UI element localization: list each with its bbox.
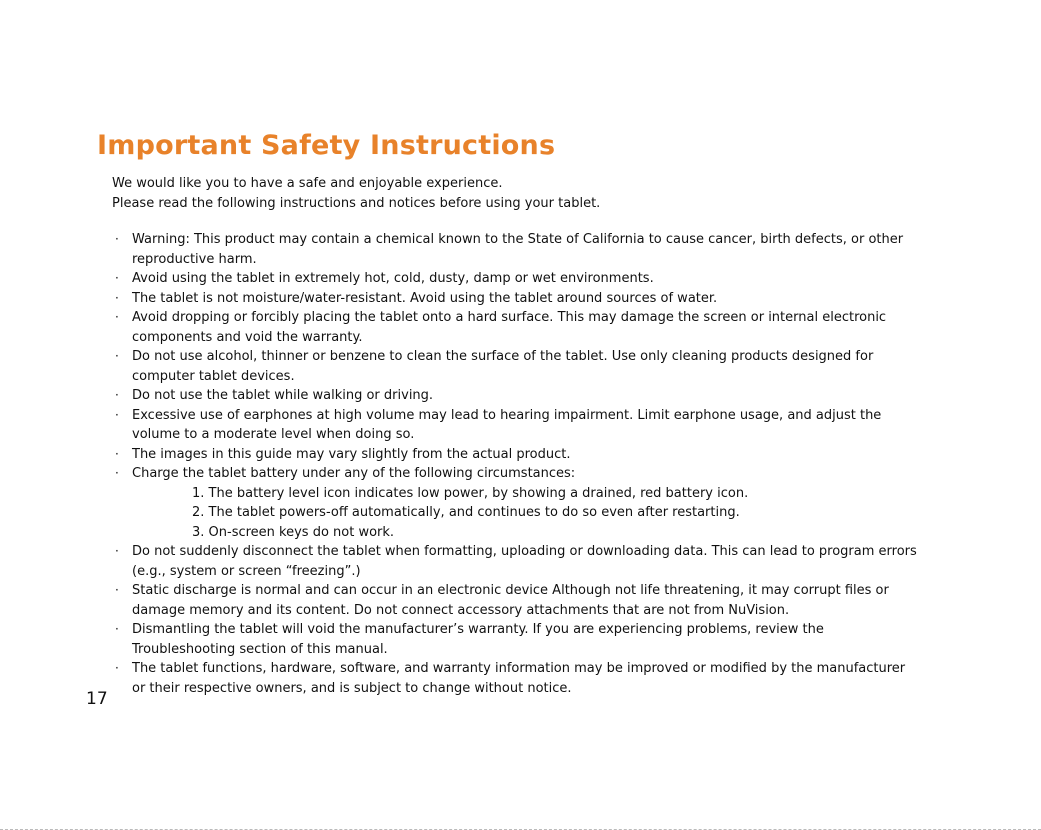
safety-list: [112, 230, 922, 698]
list-item: [112, 620, 922, 659]
list-item-text: The images in this guide may vary slightly from the actual product.: [132, 446, 571, 462]
list-item-text: Excessive use of earphones at high volume may lead to hearing impairment. Limit earphone usage, and adjust the volume to a moderate level when doing so.: [132, 407, 882, 442]
list-item-text: Charge the tablet battery under any of the following circumstances:: [132, 466, 576, 481]
list-item: [112, 289, 922, 309]
bullet-icon: ·: [115, 290, 119, 305]
list-item-text: Avoid dropping or forcibly placing the tablet onto a hard surface. This may damage the screen or internal electronic components and void the warranty.: [132, 310, 887, 345]
list-item-text: Dismantling the tablet will void the manufacturer’s warranty. If you are experiencing problems, review the Troubleshooting section of this manual.: [132, 622, 824, 657]
bullet-icon: ·: [115, 622, 119, 636]
bullet-icon: ·: [115, 349, 119, 363]
list-item: [112, 347, 922, 386]
list-item: [112, 406, 922, 445]
page-number: 17: [86, 689, 108, 709]
list-item-text: Warning: This product may contain a chemical known to the State of California to cause cancer, birth defects, or other reproductive harm.: [132, 232, 904, 267]
list-item: [112, 542, 922, 581]
charge-step: 1. The battery level icon indicates low power, by showing a drained, red battery icon.: [192, 485, 749, 501]
bullet-icon: ·: [115, 661, 119, 675]
charge-step: 3. On-screen keys do not work.: [192, 524, 395, 540]
list-item-text: Do not suddenly disconnect the tablet when formatting, uploading or downloading data. This can lead to program errors (e.g., system or screen “freezing”.): [132, 544, 917, 579]
list-item: [112, 269, 922, 289]
charge-steps: [132, 484, 922, 543]
bullet-icon: ·: [115, 388, 119, 402]
list-item-text: Avoid using the tablet in extremely hot, cold, dusty, damp or wet environments.: [132, 271, 654, 286]
list-item-text: Do not use alcohol, thinner or benzene to clean the surface of the tablet. Use only cleaning products designed for computer tablet devices.: [132, 349, 874, 384]
list-item: [112, 464, 922, 542]
list-item: [112, 386, 922, 406]
bullet-icon: ·: [115, 232, 119, 246]
bullet-icon: ·: [115, 544, 119, 558]
list-item: [112, 445, 922, 465]
charge-step: 2. The tablet powers-off automatically, and continues to do so even after restarting.: [192, 505, 740, 520]
bullet-icon: ·: [115, 407, 119, 422]
list-item: [112, 308, 922, 347]
bullet-icon: ·: [115, 466, 119, 480]
intro-line: Please read the following instructions and notices before using your tablet.: [112, 195, 601, 211]
list-item: [112, 230, 922, 269]
list-item-text: The tablet functions, hardware, software, and warranty information may be improved or modified by the manufacturer or their respective owners, and is subject to change without notice.: [132, 661, 906, 696]
bullet-icon: ·: [115, 310, 119, 324]
bullet-icon: ·: [115, 271, 119, 285]
list-item-text: Do not use the tablet while walking or driving.: [132, 388, 434, 403]
list-item: [112, 659, 922, 698]
intro-line: We would like you to have a safe and enjoyable experience.: [112, 176, 503, 191]
list-item-text: The tablet is not moisture/water-resistant. Avoid using the tablet around sources of water.: [132, 290, 718, 306]
list-item: [112, 581, 922, 620]
bullet-icon: ·: [115, 446, 119, 461]
list-item-text: Static discharge is normal and can occur in an electronic device Although not life threatening, it may corrupt files or damage memory and its content. Do not connect accessory attachments that are not from NuVision.: [132, 583, 889, 618]
page-title: Important Safety Instructions: [97, 130, 556, 161]
intro-text: [112, 174, 600, 213]
bullet-icon: ·: [115, 583, 119, 597]
